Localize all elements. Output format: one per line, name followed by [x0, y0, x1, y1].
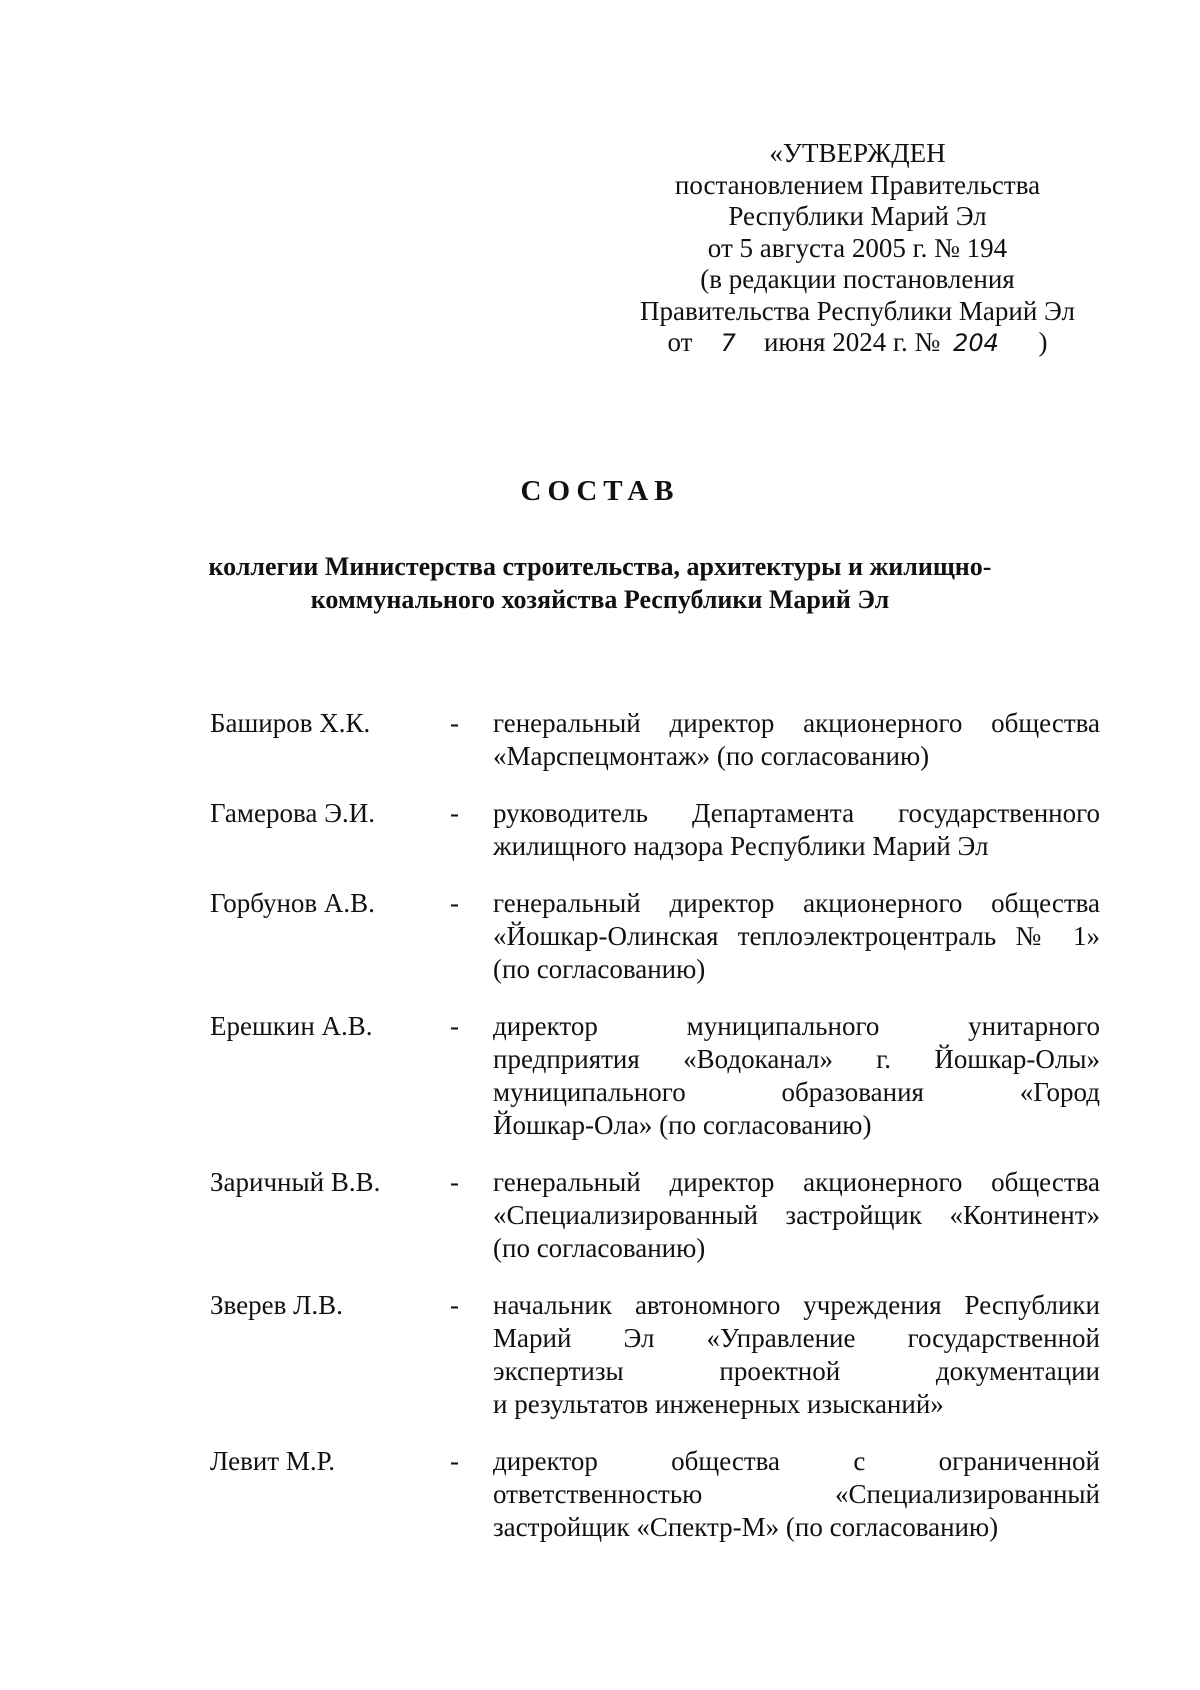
member-role-line: Марий Эл «Управление государственной [493, 1323, 1100, 1353]
member-role [493, 1289, 1100, 1421]
member-name: Горбунов А.В. [210, 888, 375, 918]
approval-date-day: 7 [720, 329, 736, 357]
member-role-line: муниципального образования «Город [493, 1077, 1100, 1107]
member-role-line: Йошкар-Ола» (по согласованию) [493, 1110, 872, 1140]
approval-date-prefix: от [667, 327, 693, 357]
member-dash: - [450, 708, 459, 738]
member-role-line: предприятия «Водоканал» г. Йошкар-Олы» [493, 1044, 1100, 1074]
approval-line: (в редакции постановления [700, 264, 1015, 294]
member-dash: - [450, 1011, 459, 1041]
approval-date-number: 204 [953, 329, 999, 357]
member-role-line: ответственностью «Специализированный [493, 1479, 1100, 1509]
member-name: Зверев Л.В. [210, 1290, 343, 1320]
document-subtitle [0, 550, 1200, 616]
member-row [210, 1166, 1100, 1265]
member-role-line: (по согласованию) [493, 954, 706, 984]
member-role-line: «Специализированный застройщик «Континент» [493, 1200, 1100, 1230]
subtitle-line: коммунального хозяйства Республики Марий Эл [310, 585, 890, 614]
approval-line: Республики Марий Эл [728, 201, 987, 231]
member-role-line: экспертизы проектной документации [493, 1356, 1100, 1386]
approval-date-middle: июня 2024 г. № [763, 327, 941, 357]
member-dash: - [450, 1290, 459, 1320]
member-role [493, 887, 1100, 986]
members-list [210, 707, 1100, 1544]
member-dash: - [450, 1167, 459, 1197]
member-role-line: жилищного надзора Республики Марий Эл [493, 831, 989, 861]
member-row [210, 1010, 1100, 1142]
member-role-line: (по согласованию) [493, 1233, 706, 1263]
member-dash: - [450, 888, 459, 918]
member-dash: - [450, 798, 459, 828]
member-role-line: начальник автономного учреждения Республики [493, 1290, 1100, 1320]
member-name: Баширов Х.К. [210, 708, 371, 738]
member-role-line: генеральный директор акционерного общества [493, 888, 1100, 918]
member-name: Ерешкин А.В. [210, 1011, 373, 1041]
member-row [210, 707, 1100, 773]
member-dash: - [450, 1446, 459, 1476]
member-role [493, 1010, 1100, 1142]
member-row [210, 887, 1100, 986]
member-role-line: генеральный директор акционерного общества [493, 708, 1100, 738]
member-role [493, 1166, 1100, 1265]
approval-line: от 5 августа 2005 г. № 194 [707, 232, 1008, 263]
approval-line: Правительства Республики Марий Эл [640, 295, 1075, 326]
document-title: СОСТАВ [520, 475, 680, 507]
member-row [210, 1289, 1100, 1421]
approval-line: «УТВЕРЖДЕН [769, 138, 946, 168]
member-role [493, 797, 1100, 863]
member-row [210, 1445, 1100, 1544]
approval-date-line [590, 327, 1125, 360]
member-role-line: «Йошкар-Олинская теплоэлектроцентраль № 1» [493, 921, 1100, 951]
member-role-line: директор муниципального унитарного [493, 1011, 1100, 1041]
approval-line: постановлением Правительства [674, 169, 1041, 200]
member-name: Гамерова Э.И. [210, 798, 375, 828]
member-role [493, 1445, 1100, 1544]
member-role-line: руководитель Департамента государственного [493, 798, 1100, 828]
member-role-line: директор общества с ограниченной [493, 1446, 1100, 1476]
member-name: Левит М.Р. [210, 1446, 336, 1476]
member-role-line: и результатов инженерных изысканий» [493, 1389, 944, 1419]
member-role-line: «Марспецмонтаж» (по согласованию) [493, 741, 930, 771]
member-role-line: генеральный директор акционерного общества [493, 1167, 1100, 1197]
member-role [493, 707, 1100, 773]
member-role-line: застройщик «Спектр-М» (по согласованию) [493, 1512, 999, 1542]
approval-stamp [590, 138, 1125, 360]
member-name: Заричный В.В. [210, 1167, 381, 1197]
member-row [210, 797, 1100, 863]
approval-date-suffix: ) [1038, 327, 1048, 357]
subtitle-line: коллегии Министерства строительства, архитектуры и жилищно- [208, 552, 992, 581]
